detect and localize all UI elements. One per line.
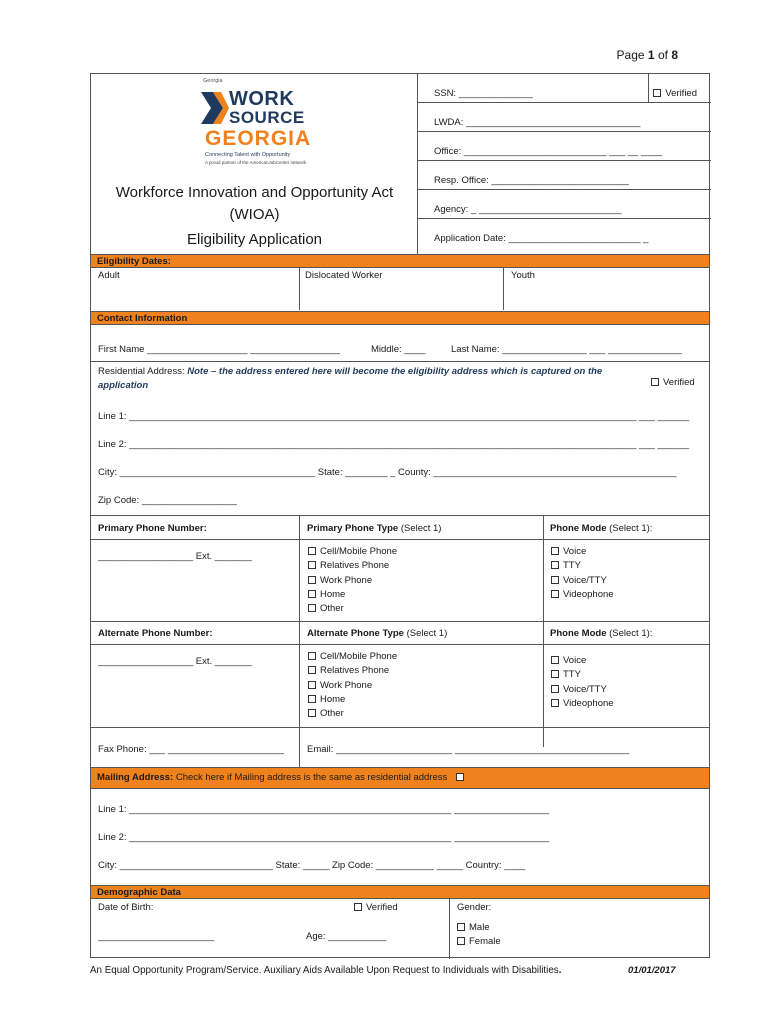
alternate-phone-label: Alternate Phone Number: bbox=[98, 628, 213, 639]
dob-label: Date of Birth: bbox=[98, 902, 154, 913]
checkbox-icon bbox=[308, 695, 316, 703]
checkbox-icon bbox=[551, 685, 559, 693]
age-field[interactable]: Age: ___________ bbox=[306, 931, 387, 942]
middle-name-field[interactable]: Middle: ____ bbox=[371, 344, 426, 355]
checkbox-icon bbox=[651, 378, 659, 386]
checkbox-icon bbox=[308, 709, 316, 717]
residential-verified-checkbox[interactable]: Verified bbox=[651, 377, 695, 388]
agency-field[interactable]: Agency: _ ___________________________ bbox=[418, 190, 711, 219]
checkbox-icon bbox=[308, 547, 316, 555]
checkbox-icon bbox=[308, 561, 316, 569]
mailing-line2-field[interactable]: Line 2: _____________________________________________________________ __________________ bbox=[98, 832, 550, 843]
dob-verified-checkbox[interactable]: Verified bbox=[354, 902, 398, 913]
form-header bbox=[91, 74, 711, 254]
checkbox-icon bbox=[308, 652, 316, 660]
option-relatives-phone[interactable]: Relatives Phone bbox=[308, 560, 397, 574]
option-work-phone[interactable]: Work Phone bbox=[308, 575, 397, 589]
city-state-county-field[interactable]: City: _____________________________________ State: ________ _ County: ______________________________________________ bbox=[98, 467, 677, 478]
resp-office-field[interactable]: Resp. Office: __________________________ bbox=[418, 161, 711, 190]
checkbox-icon bbox=[551, 576, 559, 584]
office-field[interactable]: Office: ___________________________ ___ __ ____ bbox=[418, 132, 711, 161]
mailing-city-field[interactable]: City: _____________________________ State: _____ Zip Code: ___________ _____ Country: ____ bbox=[98, 860, 526, 871]
checkbox-icon bbox=[308, 576, 316, 584]
eligibility-adult[interactable]: Adult bbox=[98, 270, 120, 281]
checkbox-icon bbox=[551, 699, 559, 707]
form-title: Workforce Innovation and Opportunity Act (WIOA) bbox=[115, 184, 394, 223]
option-relatives-phone[interactable]: Relatives Phone bbox=[308, 665, 397, 679]
eligibility-dislocated-worker[interactable]: Dislocated Worker bbox=[305, 270, 383, 281]
ssn-verified-checkbox[interactable]: Verified bbox=[653, 88, 697, 99]
eligibility-youth[interactable]: Youth bbox=[511, 270, 535, 281]
option-voice-tty[interactable]: Voice/TTY bbox=[551, 575, 614, 589]
mailing-line1-field[interactable]: Line 1: _____________________________________________________________ __________________ bbox=[98, 804, 550, 815]
option-tty[interactable]: TTY bbox=[551, 669, 614, 683]
eligibility-dates-heading: Eligibility Dates: bbox=[91, 254, 709, 268]
ssn-field[interactable]: SSN: ______________ Verified bbox=[418, 74, 711, 103]
page-number: Page 1 of 8 bbox=[616, 48, 678, 62]
primary-phone-mode-options bbox=[551, 546, 614, 603]
option-work-phone[interactable]: Work Phone bbox=[308, 680, 397, 694]
checkbox-icon bbox=[653, 89, 661, 97]
primary-phone-type-options bbox=[308, 546, 397, 617]
option-other[interactable]: Other bbox=[308, 603, 397, 617]
checkbox-icon bbox=[551, 547, 559, 555]
worksource-logo: Georgia WORK SOURCE GEORGIA Connecting Talent with Opportunity A proud partner of the AmericanJobCenter network bbox=[199, 78, 319, 168]
gender-options bbox=[457, 922, 501, 951]
checkbox-icon bbox=[551, 656, 559, 664]
logo-mark-icon bbox=[199, 88, 229, 128]
checkbox-icon bbox=[551, 561, 559, 569]
application-date-field[interactable]: Application Date: _________________________ _ bbox=[434, 233, 649, 244]
mailing-address-heading: Mailing Address: Check here if Mailing address is the same as residential address bbox=[91, 767, 709, 789]
checkbox-icon bbox=[457, 923, 465, 931]
option-voice-tty[interactable]: Voice/TTY bbox=[551, 684, 614, 698]
title-block bbox=[91, 74, 418, 254]
option-voice[interactable]: Voice bbox=[551, 655, 614, 669]
checkbox-icon bbox=[551, 670, 559, 678]
dob-field[interactable]: ______________________ bbox=[98, 931, 215, 942]
checkbox-icon bbox=[354, 903, 362, 911]
option-videophone[interactable]: Videophone bbox=[551, 589, 614, 603]
checkbox-icon bbox=[308, 604, 316, 612]
application-form bbox=[90, 73, 710, 958]
last-name-field[interactable]: Last Name: ________________ ___ ______________ bbox=[451, 344, 682, 355]
checkbox-icon bbox=[308, 590, 316, 598]
zip-code-field[interactable]: Zip Code: __________________ bbox=[98, 495, 237, 506]
option-home[interactable]: Home bbox=[308, 694, 397, 708]
option-male[interactable]: Male bbox=[457, 922, 501, 936]
primary-phone-type-label: Primary Phone Type (Select 1) bbox=[307, 523, 442, 534]
residential-address-label: Residential Address: Note – the address entered here will become the eligibility address which is captured on the application bbox=[98, 366, 603, 391]
address-line2-field[interactable]: Line 2: ________________________________________________________________________________________________ ___ ______ bbox=[98, 439, 690, 450]
form-subtitle: Eligibility Application bbox=[186, 231, 323, 248]
option-cell-mobile[interactable]: Cell/Mobile Phone bbox=[308, 546, 397, 560]
alternate-phone-type-label: Alternate Phone Type (Select 1) bbox=[307, 628, 448, 639]
footer-notice: An Equal Opportunity Program/Service. Auxiliary Aids Available Upon Request to Individuals with Disabilities. bbox=[90, 965, 562, 976]
fax-phone-field[interactable]: Fax Phone: ___ ______________________ bbox=[98, 744, 284, 755]
lwda-field[interactable]: LWDA: _________________________________ bbox=[418, 103, 711, 132]
contact-information-heading: Contact Information bbox=[91, 311, 709, 325]
checkbox-icon bbox=[308, 666, 316, 674]
checkbox-icon bbox=[457, 937, 465, 945]
primary-phone-field[interactable]: __________________ Ext. _______ bbox=[98, 551, 252, 562]
option-voice[interactable]: Voice bbox=[551, 546, 614, 560]
footer-date: 01/01/2017 bbox=[628, 965, 676, 976]
email-field[interactable]: Email: ______________________ _________________________________ bbox=[307, 744, 630, 755]
demographic-data-heading: Demographic Data bbox=[91, 885, 709, 899]
first-name-field[interactable]: First Name ___________________ _________________ bbox=[98, 344, 340, 355]
checkbox-icon bbox=[551, 590, 559, 598]
gender-label: Gender: bbox=[457, 902, 492, 913]
address-line1-field[interactable]: Line 1: ________________________________________________________________________________________________ ___ ______ bbox=[98, 411, 690, 422]
alternate-phone-type-options bbox=[308, 651, 397, 722]
option-other[interactable]: Other bbox=[308, 708, 397, 722]
option-videophone[interactable]: Videophone bbox=[551, 698, 614, 712]
same-address-checkbox[interactable] bbox=[456, 773, 464, 781]
primary-phone-label: Primary Phone Number: bbox=[98, 523, 207, 534]
primary-phone-mode-label: Phone Mode (Select 1): bbox=[550, 523, 653, 534]
checkbox-icon bbox=[308, 681, 316, 689]
alternate-phone-mode-label: Phone Mode (Select 1): bbox=[550, 628, 653, 639]
option-tty[interactable]: TTY bbox=[551, 560, 614, 574]
alternate-phone-mode-options bbox=[551, 655, 614, 712]
option-female[interactable]: Female bbox=[457, 936, 501, 950]
option-home[interactable]: Home bbox=[308, 589, 397, 603]
option-cell-mobile[interactable]: Cell/Mobile Phone bbox=[308, 651, 397, 665]
alternate-phone-field[interactable]: __________________ Ext. _______ bbox=[98, 656, 252, 667]
admin-fields bbox=[418, 74, 711, 254]
